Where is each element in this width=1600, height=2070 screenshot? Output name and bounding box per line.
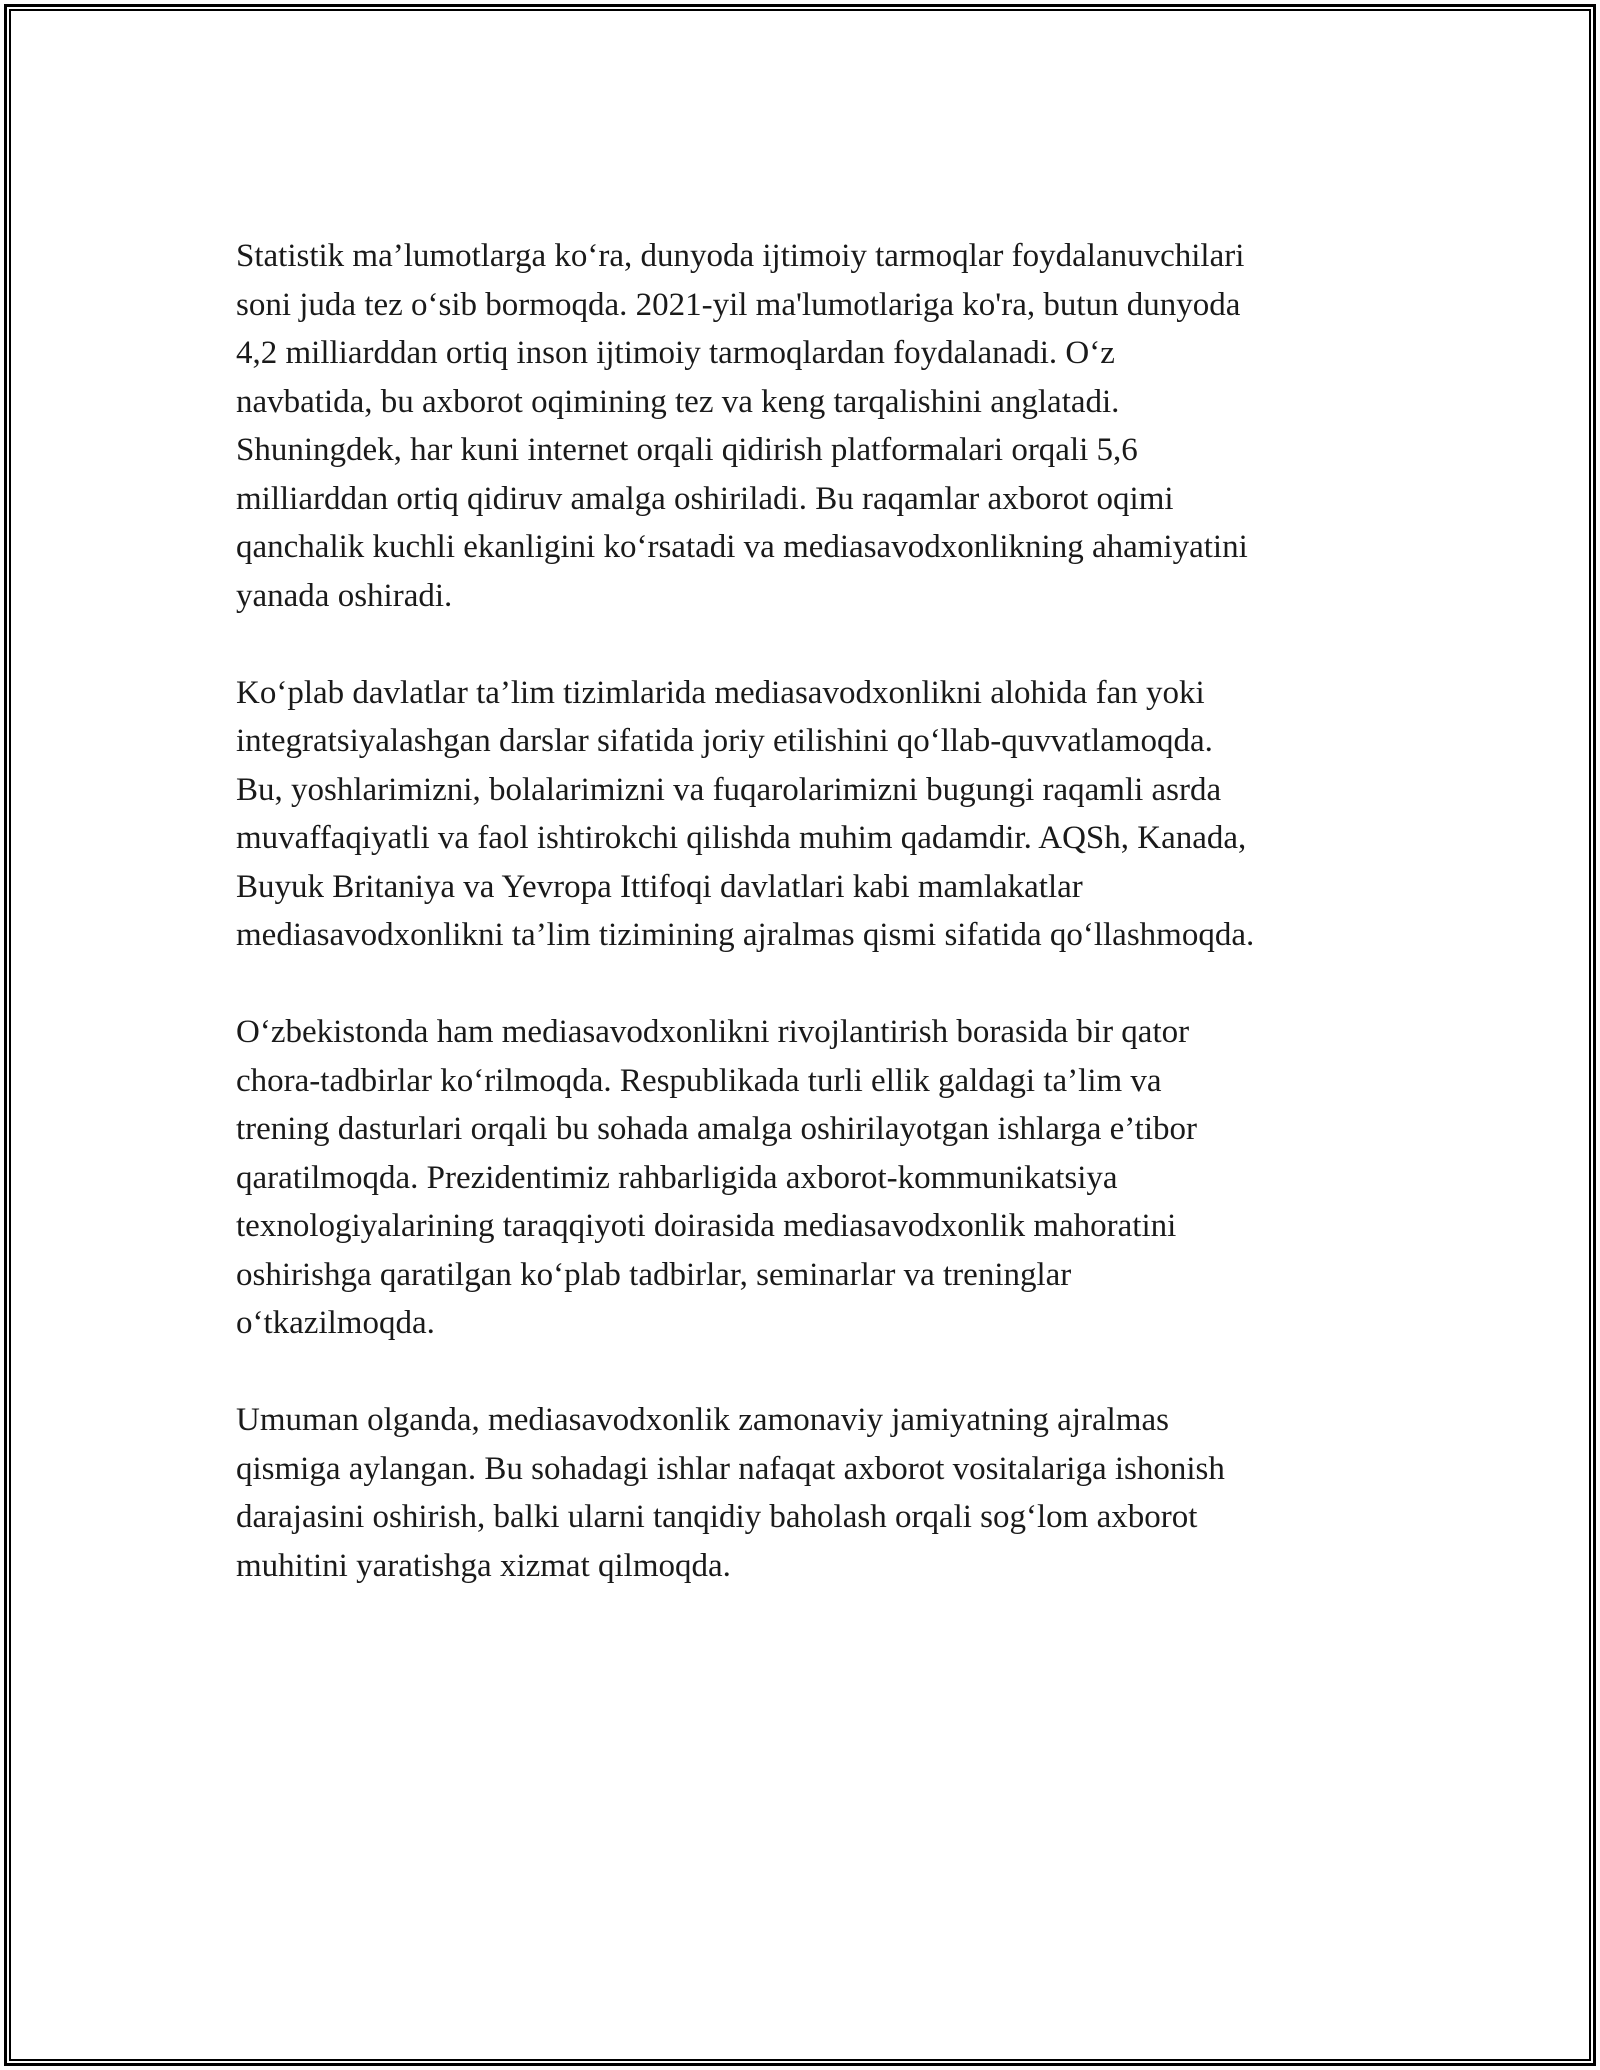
paragraph-line: mediasavodxonlikni ta’lim tizimining ajralmas qismi sifatida qo‘llashmoqda. [236,917,1255,953]
paragraph-line: O‘zbekistonda ham mediasavodxonlikni rivojlantirish borasida bir qator [236,1014,1190,1050]
paragraph-line: o‘tkazilmoqda. [236,1305,435,1341]
paragraph-line: Statistik ma’lumotlarga ko‘ra, dunyoda ijtimoiy tarmoqlar foydalanuvchilari [236,238,1245,274]
paragraph-line: Umuman olganda, mediasavodxonlik zamonaviy jamiyatning ajralmas [236,1402,1169,1438]
paragraph-line: integratsiyalashgan darslar sifatida joriy etilishini qo‘llab-quvvatlamoqda. [236,723,1213,759]
paragraph-line: Bu, yoshlarimizni, bolalarimizni va fuqarolarimizni bugungi raqamli asrda [236,771,1222,808]
paragraph-3 [236,1008,1386,1348]
paragraph-line: trening dasturlari orqali bu sohada amalga oshirilayotgan ishlarga e’tibor [236,1111,1198,1147]
paragraph-line: soni juda tez o‘sib bormoqda. 2021-yil ma'lumotlariga ko'ra, butun dunyoda [236,286,1241,323]
paragraph-line: muhitini yaratishga xizmat qilmoqda. [236,1547,731,1584]
paragraph-1 [236,232,1386,620]
paragraph-line: Shuningdek, har kuni internet orqali qidirish platformalari orqali 5,6 [236,432,1138,468]
paragraph-line: texnologiyalarining taraqqiyoti doirasida mediasavodxonlik mahoratini [236,1208,1177,1244]
paragraph-line: Ko‘plab davlatlar ta’lim tizimlarida mediasavodxonlikni alohida fan yoki [236,674,1205,711]
paragraph-line: chora-tadbirlar ko‘rilmoqda. Respublikada turli ellik galdagi ta’lim va [236,1062,1162,1099]
paragraph-line: oshirishga qaratilgan ko‘plab tadbirlar, seminarlar va treninglar [236,1256,1072,1293]
paragraph-line: muvaffaqiyatli va faol ishtirokchi qilishda muhim qadamdir. AQSh, Kanada, [236,820,1247,856]
paragraph-line: darajasini oshirish, balki ularni tanqidiy baholash orqali sog‘lom axborot [236,1499,1198,1535]
paragraph-line: 4,2 milliarddan ortiq inson ijtimoiy tarmoqlardan foydalanadi. O‘z [236,335,1115,371]
paragraph-line: qismiga aylangan. Bu sohadagi ishlar nafaqat axborot vositalariga ishonish [236,1450,1225,1487]
paragraph-line: milliarddan ortiq qidiruv amalga oshiriladi. Bu raqamlar axborot oqimi [236,480,1174,517]
paragraph-4 [236,1396,1386,1590]
paragraph-line: qanchalik kuchli ekanligini ko‘rsatadi va mediasavodxonlikning ahamiyatini [236,529,1248,565]
paragraph-2 [236,669,1386,960]
document-body [236,232,1386,1639]
paragraph-line: qaratilmoqda. Prezidentimiz rahbarligida axborot-kommunikatsiya [236,1159,1118,1196]
paragraph-line: yanada oshiradi. [236,577,453,614]
paragraph-line: navbatida, bu axborot oqimining tez va keng tarqalishini anglatadi. [236,383,1120,420]
paragraph-line: Buyuk Britaniya va Yevropa Ittifoqi davlatlari kabi mamlakatlar [236,868,1083,905]
